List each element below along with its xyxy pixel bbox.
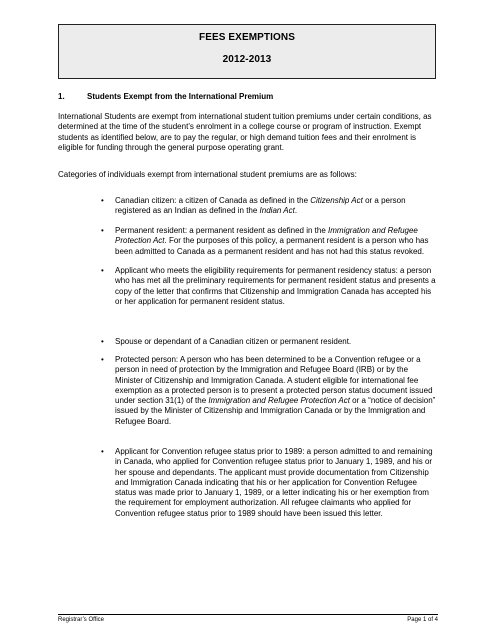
- document-title: FEES EXEMPTIONS: [199, 32, 295, 43]
- list-item-text: .: [294, 206, 298, 216]
- list-item-text: Canadian citizen: a citizen of Canada as defined in the: [115, 196, 311, 205]
- bullet-icon: •: [101, 196, 104, 205]
- list-item-text: Applicant for Convention refugee status prior to 1989: a person admitted to and remaining in Canada, who applied for Convention refugee status prior to January 1, 1989, and his or her spouse and dependants. The applicant must provide documentation from Citizenship and Immigration Canada indicating that his or her application for Convention Refugee status was made prior to January 1, 1989, or a letter indicating his or her exemption from the requirement for employment authorization. All refugee claimants who applied for Convention refugee status prior to 1989 should have been issued this letter.: [115, 447, 433, 518]
- list-item-text: Applicant who meets the eligibility requirements for permanent residency status: a person who has met all the preliminary requirements for permanent resident status and presents a copy of the letter that confirms that Citizenship and Immigration Canada has accepted his or her application for permanent resident status.: [115, 266, 436, 306]
- footer-page-number: Page 1 of 4: [407, 617, 438, 623]
- intro-paragraph: International Students are exempt from international student tuition premiums under certain conditions, as determined at the time of the student’s enrolment in a college course or program of instruction. Exempt students as identified below, are to pay the regular, or high demand tuition fees and their enrolment is eligible for funding through the general purpose operating grant.: [58, 112, 432, 152]
- bullet-icon: •: [101, 355, 104, 364]
- document-year: 2012-2013: [222, 54, 272, 65]
- list-item-text: Permanent resident: a permanent resident as defined in the: [115, 226, 329, 235]
- bullet-icon: •: [101, 337, 104, 346]
- bullet-icon: •: [101, 226, 104, 235]
- list-item-text: . For the purposes of this policy, a permanent resident is a person who has been admitted to Canada as a permanent resident and has not had this status revoked.: [115, 236, 429, 256]
- bullet-icon: •: [101, 447, 104, 456]
- list-item: [101, 226, 437, 257]
- list-item-text: or a person registered as an Indian as defined in the: [115, 196, 406, 216]
- italic-text: Immigration and Refugee Protection Act: [208, 396, 350, 406]
- section-title: Students Exempt from the International Premium: [87, 92, 274, 101]
- footer-office: Registrar’s Office: [58, 617, 105, 623]
- list-item: [101, 355, 437, 427]
- list-item-text: or a “notice of decision” issued by the Minister of Citizenship and Immigration Canada or by the Immigration and Refugee Board.: [115, 396, 436, 426]
- list-item: [101, 337, 437, 347]
- section-number: 1.: [58, 92, 65, 101]
- list-item: [101, 196, 437, 217]
- bullet-icon: •: [101, 266, 104, 275]
- italic-text: Immigration and Refugee Protection Act: [115, 226, 418, 246]
- list-item: [101, 266, 437, 307]
- list-item: [101, 447, 437, 519]
- list-item-text: Protected person: A person who has been determined to be a Convention refugee or a person in need of protection by the Immigration and Refugee Board (IRB) or by the Minister of Citizenship and Immigration Canada. A student eligible for international fee exemption as a protected person is to present a protected person status document issued under section 31(1) of the: [115, 355, 433, 406]
- categories-intro-paragraph: Categories of individuals exempt from international student premiums are as follows:: [58, 170, 357, 179]
- italic-text: Citizenship Act: [310, 196, 363, 205]
- title-box: [58, 24, 436, 79]
- section-heading: [58, 92, 273, 101]
- footer-divider: [58, 614, 438, 615]
- italic-text: Indian Act: [259, 206, 295, 216]
- list-item-text: Spouse or dependant of a Canadian citizen or permanent resident.: [115, 337, 352, 346]
